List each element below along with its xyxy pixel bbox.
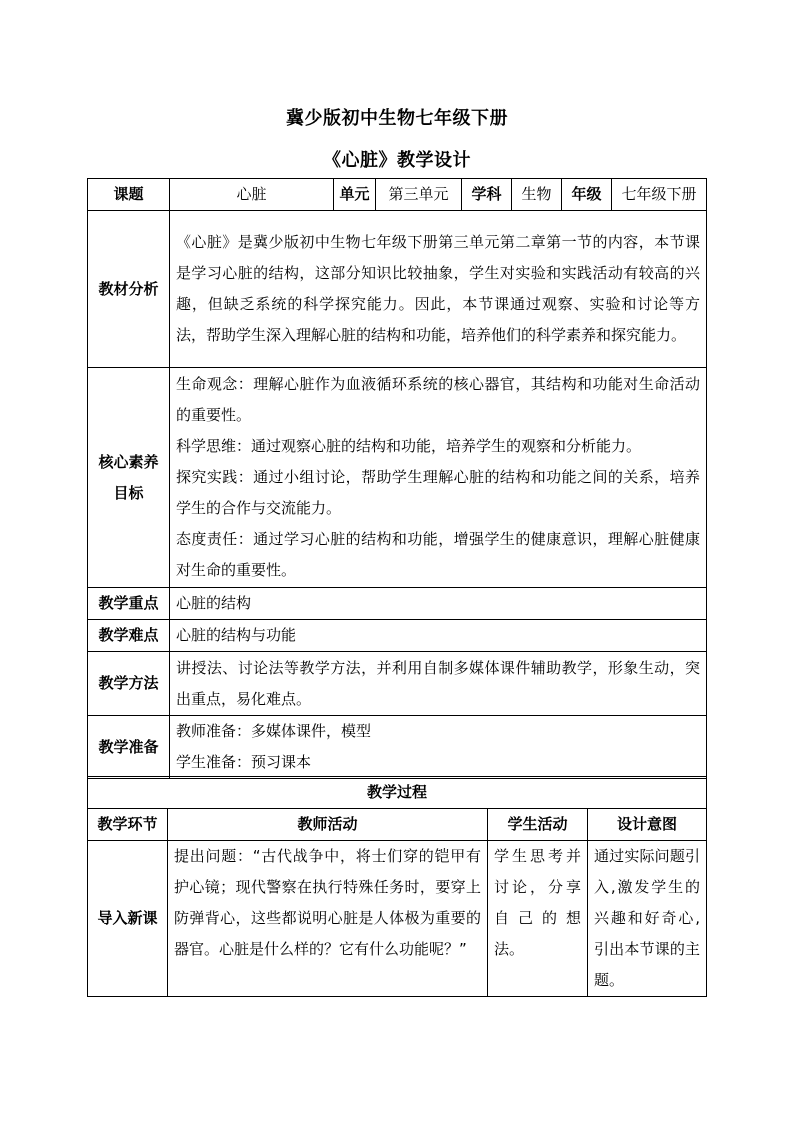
lesson-info-table: [87, 178, 707, 779]
stage-cell: 导入新课: [88, 841, 168, 997]
col-intent-header: 设计意图: [588, 809, 707, 841]
goal-item: 探究实践：通过小组讨论，帮助学生理解心脏的结构和功能之间的关系，培养学生的合作与交流能力。: [176, 468, 700, 517]
grade-label: 年级: [562, 179, 612, 211]
goals-label: [88, 368, 170, 588]
unit-value: 第三单元: [376, 179, 462, 211]
goals-label-line1: 核心素养: [98, 452, 159, 471]
difficulty-text: 心脏的结构与功能: [170, 620, 707, 652]
unit-label: 单元: [334, 179, 376, 211]
teacher-activity-cell: 提出问题：“古代战争中，将士们穿的铠甲有护心镜；现代警察在执行特殊任务时，要穿上防弹背心，这些都说明心脏是人体极为重要的器官。心脏是什么样的？它有什么功能呢？”: [168, 841, 488, 997]
method-label: 教学方法: [88, 652, 170, 716]
table-row: [88, 841, 707, 997]
topic-label: 课题: [88, 179, 170, 211]
process-heading: 教学过程: [88, 777, 707, 809]
goals-text: [170, 368, 707, 588]
document-title: 冀少版初中生物七年级下册: [286, 108, 508, 129]
prep-student: 学生准备：预习课本: [176, 753, 312, 771]
grade-value: 七年级下册: [612, 179, 707, 211]
goal-item: 科学思维：通过观察心脏的结构和功能，培养学生的观察和分析能力。: [176, 437, 642, 455]
subject-value: 生物: [512, 179, 562, 211]
key-point-label: 教学重点: [88, 588, 170, 620]
analysis-label: 教材分析: [88, 211, 170, 368]
key-point-text: 心脏的结构: [170, 588, 707, 620]
col-stage-header: 教学环节: [88, 809, 168, 841]
process-table: [87, 776, 707, 997]
prep-teacher: 教师准备：多媒体课件，模型: [176, 722, 372, 740]
analysis-text: 《心脏》是冀少版初中生物七年级下册第三单元第二章第一节的内容，本节课是学习心脏的结构，这部分知识比较抽象，学生对实验和实践活动有较高的兴趣，但缺乏系统的科学探究能力。因此，本节课通过观察、实验和讨论等方法，帮助学生深入理解心脏的结构和功能，培养他们的科学素养和探究能力。: [170, 211, 707, 368]
goals-label-line2: 目标: [113, 483, 144, 502]
topic-value: 心脏: [170, 179, 334, 211]
col-teacher-header: 教师活动: [168, 809, 488, 841]
goal-item: 态度责任：通过学习心脏的结构和功能，增强学生的健康意识，理解心脏健康对生命的重要性。: [176, 530, 700, 579]
col-student-header: 学生活动: [488, 809, 588, 841]
prep-text: [170, 716, 707, 779]
subject-label: 学科: [462, 179, 512, 211]
difficulty-label: 教学难点: [88, 620, 170, 652]
method-text: 讲授法、讨论法等教学方法，并利用自制多媒体课件辅助教学，形象生动，突出重点，易化难点。: [170, 652, 707, 716]
prep-label: 教学准备: [88, 716, 170, 779]
goal-item: 生命观念：理解心脏作为血液循环系统的核心器官，其结构和功能对生命活动的重要性。: [176, 375, 700, 424]
document-subtitle: 《心脏》教学设计: [323, 150, 471, 171]
student-activity-cell: 学生思考并讨论，分享自己的想法。: [488, 841, 588, 997]
design-intent-cell: 通过实际问题引入,激发学生的兴趣和好奇心,引出本节课的主题。: [588, 841, 707, 997]
